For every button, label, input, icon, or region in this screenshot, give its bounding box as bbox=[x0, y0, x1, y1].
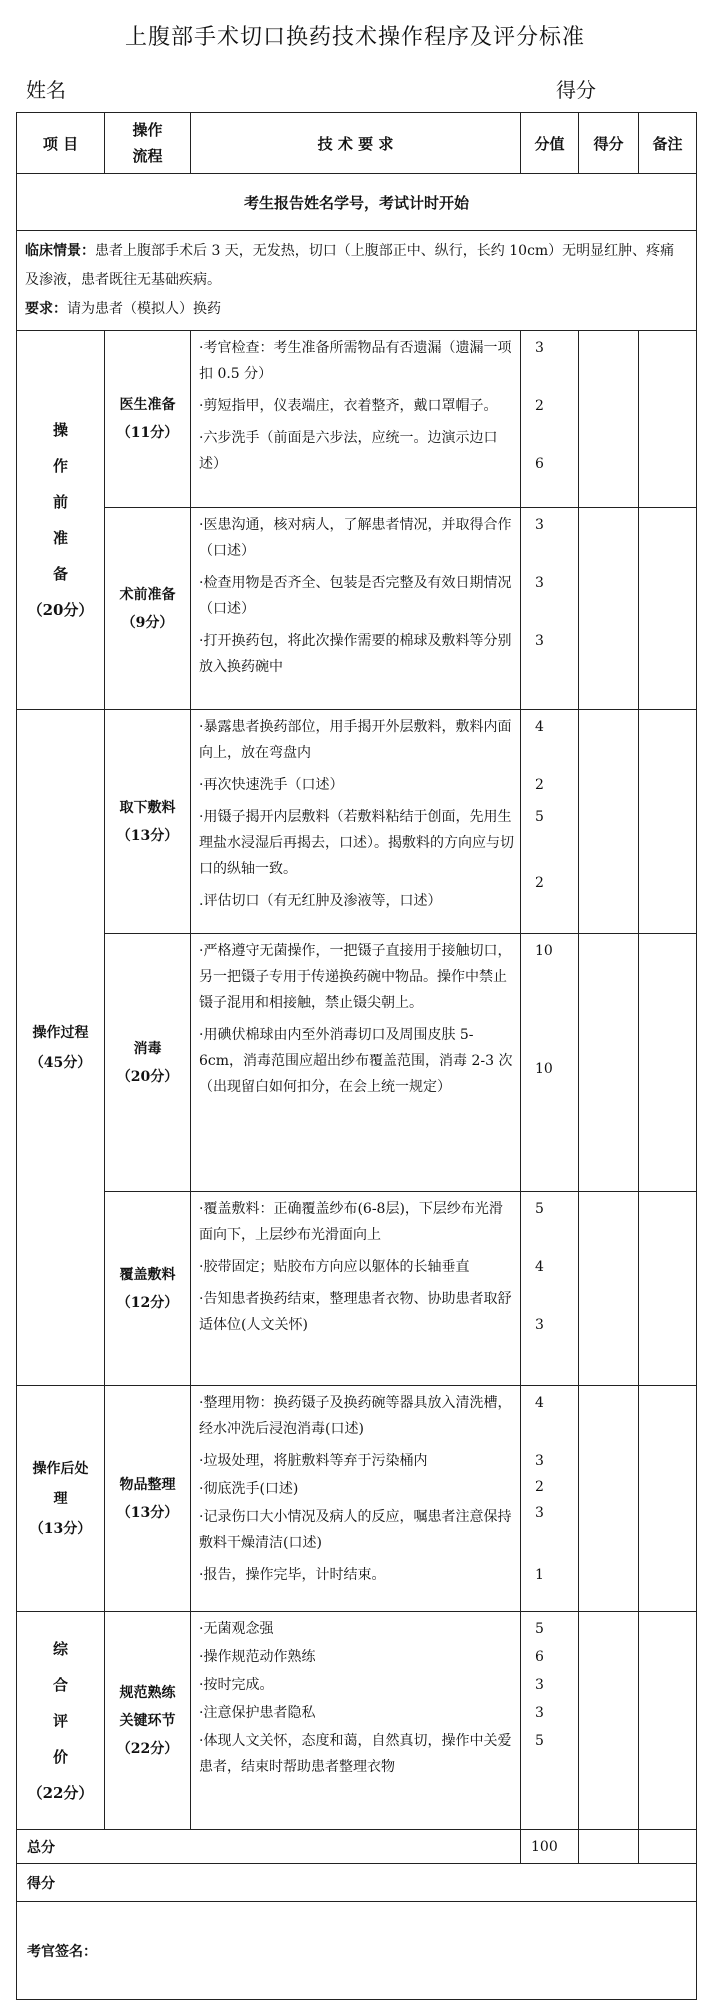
step-doctor: 医生准备 （11分） bbox=[105, 331, 191, 508]
scenario-cell bbox=[17, 231, 697, 331]
header-item: 项 目 bbox=[17, 113, 105, 174]
examiner-row bbox=[17, 1902, 697, 2000]
total-label: 总分 bbox=[17, 1830, 521, 1864]
page-title: 上腹部手术切口换药技术操作程序及评分标准 bbox=[124, 25, 585, 50]
note-cell[interactable] bbox=[639, 710, 697, 934]
row-tidy bbox=[17, 1386, 697, 1612]
start-banner: 考生报告姓名学号，考试计时开始 bbox=[17, 174, 697, 231]
header-flow: 操作流程 bbox=[105, 113, 191, 174]
points-cover: 5 4 3 bbox=[521, 1192, 579, 1386]
scoring-table bbox=[16, 112, 697, 2000]
step-disinfect: 消毒 （20分） bbox=[105, 934, 191, 1192]
header-score: 得分 bbox=[579, 113, 639, 174]
row-preop bbox=[17, 508, 697, 710]
reqs-tidy: ·整理用物：换药镊子及换药碗等器具放入清洗槽，经水冲洗后浸泡消毒(口述) ·垃圾处理，将脏敷料等弃于污染桶内 ·彻底洗手(口述) ·记录伤口大小情况及病人的反应，嘱患者注意保持敷料干燥清洁(口述) ·报告，操作完毕，计时结束。 bbox=[191, 1386, 521, 1612]
banner-row bbox=[17, 174, 697, 231]
note-cell[interactable] bbox=[639, 1386, 697, 1612]
step-cover: 覆盖敷料 （12分） bbox=[105, 1192, 191, 1386]
points-remove: 4 2 5 2 bbox=[521, 710, 579, 934]
points-doctor: 3 2 6 bbox=[521, 331, 579, 508]
score-cell[interactable] bbox=[579, 1612, 639, 1830]
points-preop: 3 3 3 bbox=[521, 508, 579, 710]
step-preop: 术前准备 （9分） bbox=[105, 508, 191, 710]
scenario-row bbox=[17, 231, 697, 331]
score-cell[interactable] bbox=[579, 1386, 639, 1612]
row-remove bbox=[17, 710, 697, 934]
score-row bbox=[17, 1864, 697, 1902]
total-value: 100 bbox=[521, 1830, 579, 1864]
score-row-label: 得分 bbox=[17, 1864, 697, 1902]
requirement-text: 请为患者（模拟人）换药 bbox=[67, 301, 221, 317]
header-points: 分值 bbox=[521, 113, 579, 174]
header-req: 技 术 要 求 bbox=[191, 113, 521, 174]
score-label: 得分 bbox=[556, 78, 596, 102]
total-score-cell[interactable] bbox=[579, 1830, 639, 1864]
header-note: 备注 bbox=[639, 113, 697, 174]
reqs-disinfect: ·严格遵守无菌操作，一把镊子直接用于接触切口，另一把镊子专用于传递换药碗中物品。操作中禁止镊子混用和相接触，禁止镊尖朝上。 ·用碘伏棉球由内至外消毒切口及周围皮肤 5-6cm，消毒范围应超出纱布覆盖范围，消毒 2-3 次（出现留白如何扣分，在会上统一规定） bbox=[191, 934, 521, 1192]
requirement-label: 要求： bbox=[25, 301, 67, 317]
reqs-doctor: ·考官检查：考生准备所需物品有否遗漏（遗漏一项扣 0.5 分） ·剪短指甲，仪表端庄，衣着整齐，戴口罩帽子。 ·六步洗手（前面是六步法，应统一。边演示边口述） bbox=[191, 331, 521, 508]
note-cell[interactable] bbox=[639, 508, 697, 710]
row-disinfect bbox=[17, 934, 697, 1192]
scenario-label: 临床情景： bbox=[25, 243, 95, 259]
row-doctor-prep bbox=[17, 331, 697, 508]
scenario-text: 患者上腹部手术后 3 天，无发热，切口（上腹部正中、纵行，长约 10cm）无明显红肿、疼痛及渗液，患者既往无基础疾病。 bbox=[25, 243, 675, 288]
note-cell[interactable] bbox=[639, 1192, 697, 1386]
header-row bbox=[17, 113, 697, 174]
reqs-cover: ·覆盖敷料：正确覆盖纱布(6-8层)，下层纱布光滑面向下，上层纱布光滑面向上 ·胶带固定；贴胶布方向应以躯体的长轴垂直 ·告知患者换药结束，整理患者衣物、协助患者取舒适体位(人文关怀) bbox=[191, 1192, 521, 1386]
score-cell[interactable] bbox=[579, 1192, 639, 1386]
note-cell[interactable] bbox=[639, 331, 697, 508]
row-cover bbox=[17, 1192, 697, 1386]
score-cell[interactable] bbox=[579, 710, 639, 934]
points-tidy: 4 3 2 3 1 bbox=[521, 1386, 579, 1612]
score-cell[interactable] bbox=[579, 331, 639, 508]
total-note-cell[interactable] bbox=[639, 1830, 697, 1864]
points-disinfect: 10 10 bbox=[521, 934, 579, 1192]
section-post: 操作后处理 （13分） bbox=[17, 1386, 105, 1612]
total-row bbox=[17, 1830, 697, 1864]
note-cell[interactable] bbox=[639, 1612, 697, 1830]
reqs-remove: ·暴露患者换药部位，用手揭开外层敷料，敷料内面向上，放在弯盘内 ·再次快速洗手（口述） ·用镊子揭开内层敷料（若敷料粘结于创面，先用生理盐水浸湿后再揭去，口述）。揭敷料的方向应与切口的纵轴一致。 .评估切口（有无红肿及渗液等，口述） bbox=[191, 710, 521, 934]
step-tidy: 物品整理 （13分） bbox=[105, 1386, 191, 1612]
section-prep: 操作前准备 （20分） bbox=[17, 331, 105, 710]
row-key bbox=[17, 1612, 697, 1830]
reqs-key: ·无菌观念强 ·操作规范动作熟练 ·按时完成。 ·注意保护患者隐私 ·体现人文关怀，态度和蔼，自然真切，操作中关爱患者，结束时帮助患者整理衣物 bbox=[191, 1612, 521, 1830]
step-remove: 取下敷料 （13分） bbox=[105, 710, 191, 934]
note-cell[interactable] bbox=[639, 934, 697, 1192]
examiner-signature[interactable]: 考官签名： bbox=[17, 1902, 697, 2000]
points-key: 5 6 3 3 5 bbox=[521, 1612, 579, 1830]
reqs-preop: ·医患沟通，核对病人，了解患者情况，并取得合作（口述） ·检查用物是否齐全、包装是否完整及有效日期情况（口述） ·打开换药包，将此次操作需要的棉球及敷料等分别放入换药碗中 bbox=[191, 508, 521, 710]
score-cell[interactable] bbox=[579, 934, 639, 1192]
step-key: 规范熟练关键环节 （22分） bbox=[105, 1612, 191, 1830]
section-eval: 综合评价 （22分） bbox=[17, 1612, 105, 1830]
section-proc: 操作过程 （45分） bbox=[17, 710, 105, 1386]
score-cell[interactable] bbox=[579, 508, 639, 710]
name-label: 姓名 bbox=[26, 78, 66, 102]
